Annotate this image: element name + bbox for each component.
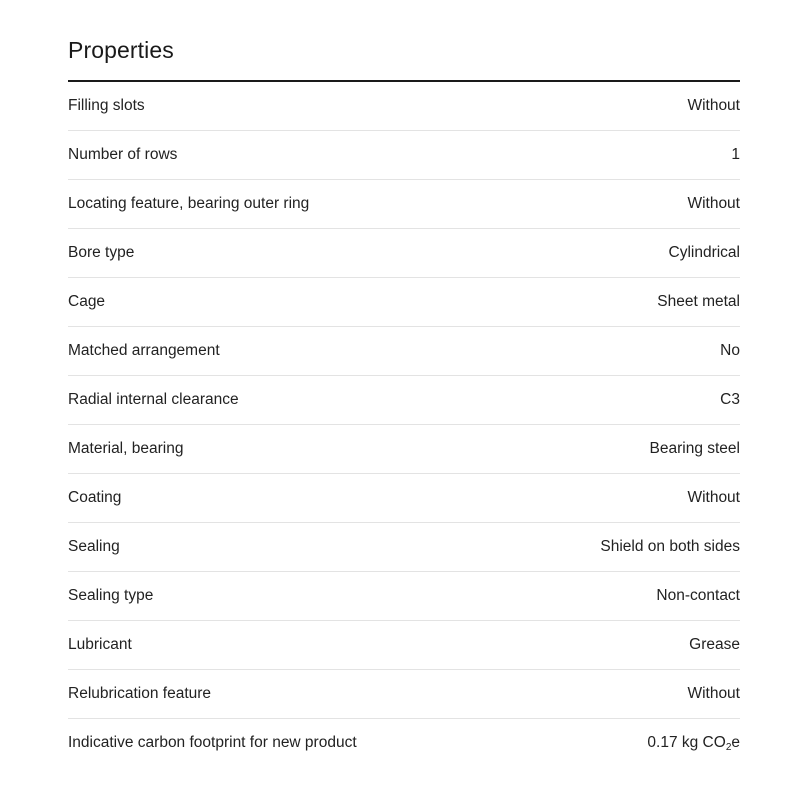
- property-row: [68, 327, 740, 376]
- property-label: Indicative carbon footprint for new product: [68, 734, 357, 751]
- property-value: Grease: [689, 636, 740, 653]
- property-row: [68, 376, 740, 425]
- property-value: 1: [731, 146, 740, 163]
- property-value: Bearing steel: [649, 440, 740, 457]
- property-row: [68, 425, 740, 474]
- property-value: Shield on both sides: [600, 538, 740, 555]
- property-value: Sheet metal: [657, 293, 740, 310]
- property-label: Material, bearing: [68, 440, 184, 457]
- property-value: Without: [687, 97, 740, 114]
- value-subscript: 2: [725, 742, 732, 753]
- property-label: Cage: [68, 293, 106, 310]
- property-label: Locating feature, bearing outer ring: [68, 195, 310, 212]
- property-label: Radial internal clearance: [68, 391, 239, 408]
- property-row: [68, 719, 740, 767]
- property-value: Without: [687, 489, 740, 506]
- property-row: [68, 572, 740, 621]
- value-prefix: 0.17 kg CO: [647, 734, 726, 751]
- property-row: [68, 229, 740, 278]
- property-label: Sealing type: [68, 587, 154, 604]
- value-suffix: e: [731, 734, 740, 751]
- property-row: [68, 670, 740, 719]
- properties-table: [68, 82, 740, 767]
- property-label: Coating: [68, 489, 122, 506]
- property-row: [68, 131, 740, 180]
- property-value: Cylindrical: [668, 244, 740, 261]
- property-row: [68, 278, 740, 327]
- section-title: Properties: [68, 37, 174, 63]
- property-row: [68, 180, 740, 229]
- property-row: [68, 82, 740, 131]
- property-label: Matched arrangement: [68, 342, 220, 359]
- property-value: Without: [687, 685, 740, 702]
- property-label: Sealing: [68, 538, 120, 555]
- property-row: [68, 621, 740, 670]
- property-value-carbon-footprint: [647, 734, 740, 752]
- property-label: Relubrication feature: [68, 685, 212, 702]
- property-row: [68, 474, 740, 523]
- property-value: Non-contact: [656, 587, 740, 604]
- property-label: Filling slots: [68, 97, 145, 114]
- property-value: No: [720, 342, 740, 359]
- property-row: [68, 523, 740, 572]
- property-value: C3: [720, 391, 740, 408]
- property-label: Bore type: [68, 244, 135, 261]
- property-label: Number of rows: [68, 146, 178, 163]
- property-value: Without: [687, 195, 740, 212]
- property-label: Lubricant: [68, 636, 132, 653]
